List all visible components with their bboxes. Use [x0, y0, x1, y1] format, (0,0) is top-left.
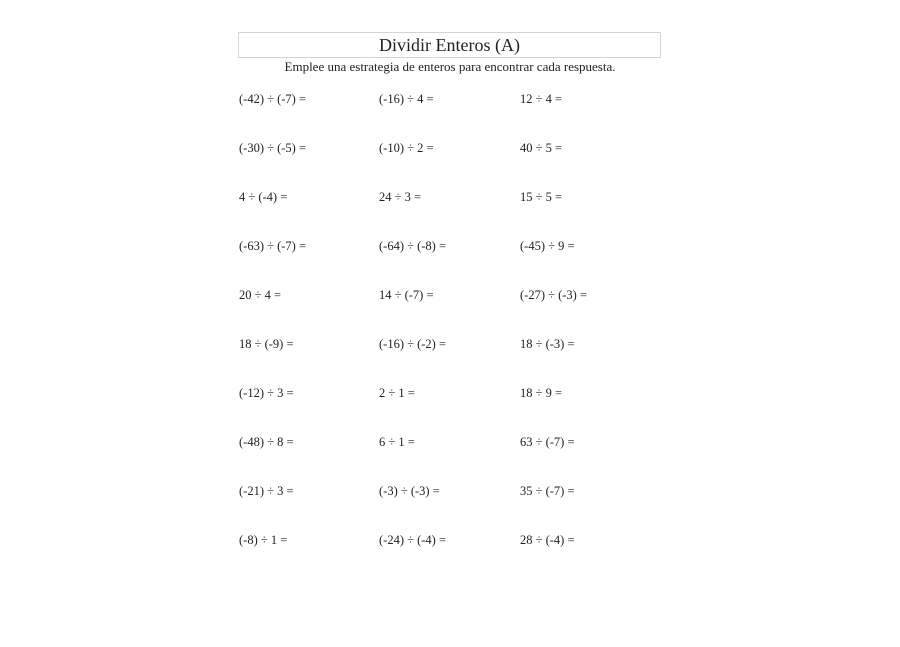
problem-item: 20 ÷ 4 =	[239, 288, 282, 302]
problem-item: (-12) ÷ 3 =	[239, 386, 294, 400]
problem-item: 18 ÷ 9 =	[520, 386, 563, 400]
problem-item: (-48) ÷ 8 =	[239, 435, 294, 449]
problem-item: 18 ÷ (-9) =	[239, 337, 294, 351]
problem-item: 35 ÷ (-7) =	[520, 484, 575, 498]
worksheet-title: Dividir Enteros (A)	[238, 32, 661, 58]
worksheet-instructions: Emplee una estrategia de enteros para encontrar cada respuesta.	[284, 59, 616, 74]
problem-item: 14 ÷ (-7) =	[379, 288, 434, 302]
problem-item: 24 ÷ 3 =	[379, 190, 422, 204]
problem-item: (-45) ÷ 9 =	[520, 239, 575, 253]
problem-item: 2 ÷ 1 =	[379, 386, 415, 400]
problem-item: 15 ÷ 5 =	[520, 190, 563, 204]
problem-item: (-27) ÷ (-3) =	[520, 288, 588, 302]
problem-item: 40 ÷ 5 =	[520, 141, 563, 155]
problem-item: (-21) ÷ 3 =	[239, 484, 294, 498]
problem-item: (-64) ÷ (-8) =	[379, 239, 447, 253]
problem-item: (-8) ÷ 1 =	[239, 533, 288, 547]
problem-item: 63 ÷ (-7) =	[520, 435, 575, 449]
problem-item: (-42) ÷ (-7) =	[239, 92, 307, 106]
problem-item: 4 ÷ (-4) =	[239, 190, 288, 204]
problem-item: (-3) ÷ (-3) =	[379, 484, 440, 498]
problem-item: (-63) ÷ (-7) =	[239, 239, 307, 253]
problem-item: 28 ÷ (-4) =	[520, 533, 575, 547]
problem-item: (-30) ÷ (-5) =	[239, 141, 307, 155]
problem-item: (-10) ÷ 2 =	[379, 141, 434, 155]
problem-item: (-16) ÷ 4 =	[379, 92, 434, 106]
problem-item: 18 ÷ (-3) =	[520, 337, 575, 351]
problem-item: (-24) ÷ (-4) =	[379, 533, 447, 547]
problem-item: 12 ÷ 4 =	[520, 92, 563, 106]
problem-item: 6 ÷ 1 =	[379, 435, 415, 449]
problem-item: (-16) ÷ (-2) =	[379, 337, 447, 351]
